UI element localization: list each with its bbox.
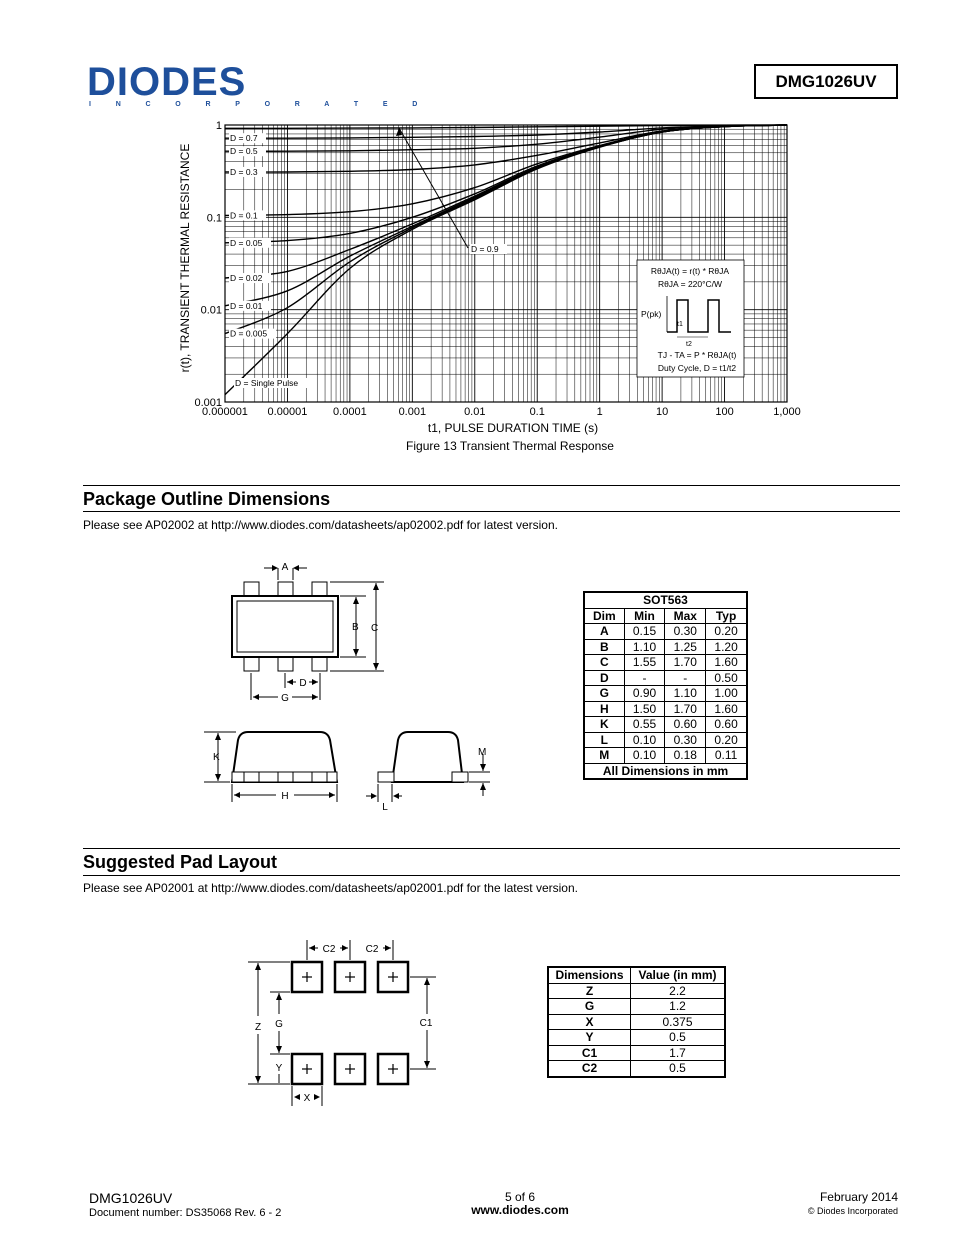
sot563-cell: B [585, 639, 625, 655]
sot563-row [585, 732, 747, 748]
sot563-cell: 0.15 [624, 624, 665, 640]
pkg-bottom-rule [83, 511, 900, 512]
inset-ppk: P(pk) [641, 309, 662, 319]
curve-label: D = 0.1 [230, 210, 258, 221]
inset-t2: t2 [686, 341, 692, 348]
sot563-row [585, 748, 747, 764]
sot563-cell: 1.00 [706, 686, 747, 702]
footer-copyright: © Diodes Incorporated [807, 1206, 898, 1216]
label-b: B [352, 622, 359, 633]
x-tick-label: 0.1 [529, 406, 545, 418]
label-h: H [281, 791, 289, 802]
sot563-cell: M [585, 748, 625, 764]
pad-cell: G [549, 999, 631, 1015]
pad-section-title: Suggested Pad Layout [83, 852, 278, 872]
footer-date: February 2014 [819, 1190, 898, 1204]
sot563-cell: 0.11 [706, 748, 747, 764]
label-z: Z [254, 1022, 262, 1033]
sot563-cell: - [624, 670, 665, 686]
sot563-cell: 0.55 [624, 717, 665, 733]
sot563-cell: D [585, 670, 625, 686]
sot563-cell: 0.30 [665, 624, 706, 640]
diodes-logo-subtitle: I N C O R P O R A T E D [89, 101, 429, 108]
sot563-cell: C [585, 655, 625, 671]
figure-caption: Figure 13 Transient Thermal Response [406, 439, 614, 453]
label-g: G [281, 693, 289, 704]
pad-row [549, 999, 725, 1015]
label-a: A [281, 562, 289, 573]
pad-cell: 0.375 [631, 1014, 725, 1030]
sot563-cell: 1.20 [706, 639, 747, 655]
sot563-cell: 0.10 [624, 732, 665, 748]
x-tick-label: 100 [715, 406, 734, 418]
label-l: L [382, 802, 388, 813]
pad-cell: Y [549, 1030, 631, 1046]
pad-bottom-rule [83, 875, 900, 876]
inset-line4: Duty Cycle, D = t1/t2 [657, 363, 737, 373]
pad-top-rule [83, 848, 900, 849]
sot563-cell: 0.90 [624, 686, 665, 702]
sot563-cell: 0.20 [706, 732, 747, 748]
y-tick-label: 0.01 [200, 304, 222, 317]
x-tick-label: 1,000 [773, 406, 801, 418]
label-c1: C1 [419, 1018, 433, 1029]
curve-label: D = 0.005 [230, 328, 268, 339]
x-axis-label: t1, PULSE DURATION TIME (s) [427, 421, 599, 435]
sot563-cell: 1.25 [665, 639, 706, 655]
y-tick-label: 1 [215, 120, 222, 132]
label-c2-left: C2 [322, 944, 336, 955]
pad-cell: 0.5 [631, 1030, 725, 1046]
sot563-row [585, 655, 747, 671]
pkg-section-title: Package Outline Dimensions [83, 489, 331, 509]
pad-cell: 1.2 [631, 999, 725, 1015]
diodes-logo: DIODES [87, 60, 247, 104]
pad-cell: C1 [549, 1045, 631, 1061]
sot563-cell: 1.10 [665, 686, 706, 702]
sot563-cell: 0.60 [706, 717, 747, 733]
label-m: M [478, 747, 487, 758]
x-tick-label: 1 [596, 406, 603, 418]
y-tick-label: 0.001 [194, 397, 222, 409]
curve-label: D = 0.01 [230, 300, 263, 311]
x-tick-label: 0.001 [398, 406, 427, 418]
curve-label: D = 0.02 [230, 273, 263, 284]
sot563-header-cell: Dim [585, 608, 625, 624]
sot563-cell: 1.50 [624, 701, 665, 717]
sot563-cell: 0.18 [665, 748, 706, 764]
curve-label: D = 0.5 [230, 146, 258, 157]
footer-website-link[interactable]: www.diodes.com [471, 1203, 569, 1217]
sot563-row [585, 624, 747, 640]
sot563-header-cell: Typ [706, 608, 747, 624]
curve-label: D = 0.3 [230, 166, 258, 177]
x-tick-label: 0.00001 [267, 406, 308, 418]
transient-thermal-chart [0, 0, 954, 470]
sot563-header-cell: Max [665, 608, 706, 624]
pad-layout-drawing [0, 930, 520, 1120]
sot563-cell: - [665, 670, 706, 686]
curve-label: D = 0.05 [230, 237, 263, 248]
sot563-title: SOT563 [585, 593, 747, 609]
sot563-cell: 0.50 [706, 670, 747, 686]
pad-cell: X [549, 1014, 631, 1030]
sot563-cell: 1.55 [624, 655, 665, 671]
sot563-cell: L [585, 732, 625, 748]
sot563-cell: K [585, 717, 625, 733]
pad-note: Please see AP02001 at http://www.diodes.com/datasheets/ap02001.pdf for the latest version. [83, 881, 578, 895]
pkg-note: Please see AP02002 at http://www.diodes.com/datasheets/ap02002.pdf for latest version. [83, 518, 558, 532]
label-k: K [213, 752, 220, 763]
y-axis-label: r(t), TRANSIENT THERMAL RESISTANCE [178, 143, 192, 373]
sot563-cell: 1.60 [706, 655, 747, 671]
pad-cell: Z [549, 983, 631, 999]
label-d: D [299, 678, 307, 689]
sot563-cell: 0.20 [706, 624, 747, 640]
pad-cell: 2.2 [631, 983, 725, 999]
inset-line2: RθJA = 220°C/W [657, 279, 723, 289]
sot563-header-cell: Min [624, 608, 665, 624]
label-c2-right: C2 [365, 944, 379, 955]
y-tick-label: 0.1 [206, 212, 222, 225]
x-tick-label: 0.000001 [202, 406, 248, 418]
sot563-footer: All Dimensions in mm [585, 763, 747, 779]
pad-dimension-table [548, 967, 725, 1077]
label-x: X [303, 1093, 311, 1104]
sot563-cell: G [585, 686, 625, 702]
footer-page-number: 5 of 6 [504, 1190, 536, 1204]
part-number-box: DMG1026UV [754, 64, 898, 99]
sot563-row [585, 670, 747, 686]
sot563-cell: 0.10 [624, 748, 665, 764]
y-tick-labels [194, 120, 222, 409]
pad-row [549, 1061, 725, 1077]
curve-label: D = 0.7 [230, 133, 258, 144]
pad-cell: 0.5 [631, 1061, 725, 1077]
sot563-cell: 1.60 [706, 701, 747, 717]
curve-label: D = Single Pulse [235, 378, 299, 388]
inset-line3: TJ - TA = P * RθJA(t) [657, 350, 737, 360]
sot563-row [585, 701, 747, 717]
label-c: C [371, 623, 379, 634]
footer-part-number: DMG1026UV [89, 1190, 173, 1206]
x-tick-label: 0.0001 [333, 406, 367, 418]
label-g-pad: G [275, 1019, 283, 1030]
x-tick-label: 10 [655, 406, 669, 418]
sot563-cell: 0.30 [665, 732, 706, 748]
package-outline-drawing [0, 540, 560, 820]
sot563-dimension-table [584, 592, 747, 779]
x-tick-label: 0.01 [464, 406, 486, 418]
x-tick-labels [202, 406, 801, 418]
pad-row [549, 1045, 725, 1061]
sot563-cell: 1.10 [624, 639, 665, 655]
sot563-cell: 1.70 [665, 655, 706, 671]
pad-row [549, 1014, 725, 1030]
sot563-cell: 0.60 [665, 717, 706, 733]
pad-cell: C2 [549, 1061, 631, 1077]
sot563-row [585, 717, 747, 733]
inset-t1: t1 [677, 321, 683, 328]
pkg-top-rule [83, 485, 900, 486]
pad-cell: 1.7 [631, 1045, 725, 1061]
inset-line1: RθJA(t) = r(t) * RθJA [650, 266, 730, 276]
curve-label: D = 0.9 [471, 244, 499, 254]
sot563-cell: H [585, 701, 625, 717]
sot563-cell: 1.70 [665, 701, 706, 717]
footer-document-number: Document number: DS35068 Rev. 6 - 2 [89, 1207, 282, 1219]
sot563-cell: A [585, 624, 625, 640]
pad-header-cell: Dimensions [549, 968, 631, 984]
sot563-row [585, 686, 747, 702]
pad-row [549, 983, 725, 999]
label-y: Y [275, 1063, 283, 1074]
pad-row [549, 1030, 725, 1046]
sot563-row [585, 639, 747, 655]
pad-header-cell: Value (in mm) [631, 968, 725, 984]
